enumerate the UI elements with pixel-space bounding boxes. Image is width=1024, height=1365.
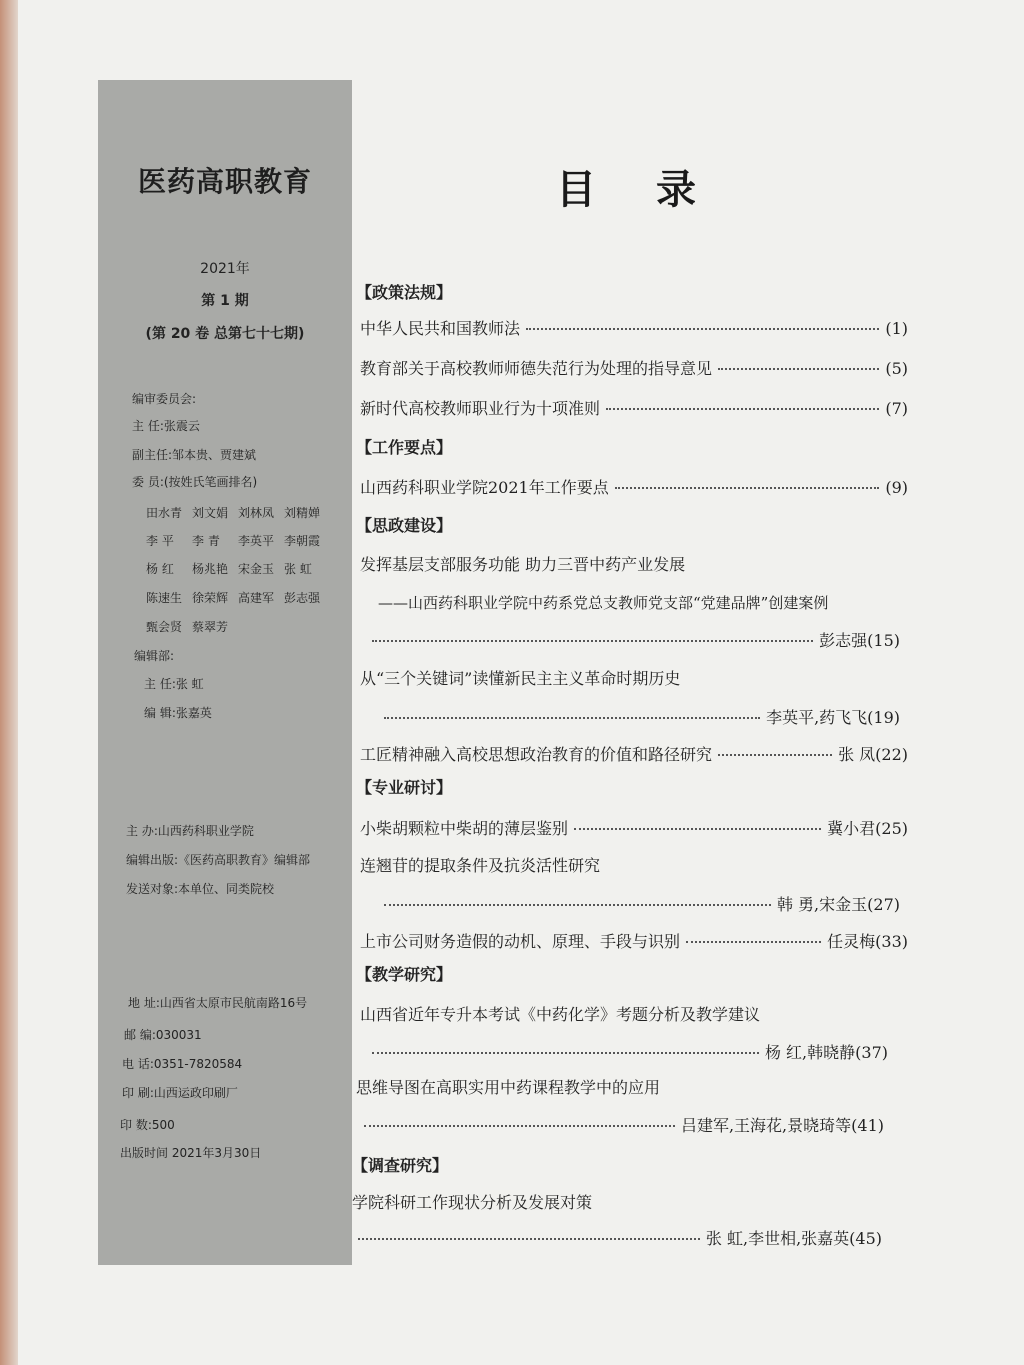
publisher-info: 编辑出版:《医药高职教育》编辑部 <box>126 853 311 867</box>
member-name: 甄会贤 <box>146 620 183 634</box>
member-name: 宋金玉 <box>238 562 275 576</box>
toc-entry <box>360 396 908 419</box>
leader-dots <box>384 904 771 906</box>
leader-dots <box>686 941 821 943</box>
member-name: 李英平 <box>238 534 275 548</box>
leader-dots <box>718 368 879 370</box>
editorial-label: 编辑部: <box>134 649 175 663</box>
section-heading-survey: 【调查研究】 <box>352 1156 449 1175</box>
member-name: 徐荣辉 <box>192 591 229 605</box>
member-name: 高建军 <box>238 591 275 605</box>
toc-entry-page: 吕建军,王海花,景晓琦等(41) <box>680 1116 884 1135</box>
issue-volume: (第 20 卷 总第七十七期) <box>145 326 305 342</box>
leader-dots <box>615 487 880 489</box>
member-name: 蔡翠芳 <box>192 620 229 634</box>
toc-entry-page: 张 凤(22) <box>838 745 908 764</box>
toc-entry-subtitle: ——山西药科职业学院中药系党总支教师党支部“党建品牌”创建案例 <box>378 594 829 612</box>
committee-director: 主 任:张震云 <box>132 419 200 433</box>
print-count-info: 印 数:500 <box>120 1118 175 1132</box>
leader-dots <box>526 328 879 330</box>
toc-entry-page: 冀小君(25) <box>827 819 908 838</box>
member-row <box>146 618 238 635</box>
member-row <box>146 532 330 549</box>
toc-entry-title: 小柴胡颗粒中柴胡的薄层鉴别 <box>360 819 569 838</box>
member-row <box>146 560 330 577</box>
toc-entry-page: 李英平,药飞飞(19) <box>766 708 900 727</box>
member-name: 彭志强 <box>284 591 321 605</box>
committee-members-label: 委 员:(按姓氏笔画排名) <box>132 475 258 489</box>
toc-entry <box>360 816 908 839</box>
toc-title: 目录 <box>556 166 756 213</box>
toc-entry-title: 连翘苷的提取条件及抗炎活性研究 <box>360 856 601 875</box>
address-info: 地 址:山西省太原市民航南路16号 <box>128 996 308 1010</box>
toc-entry-title: 教育部关于高校教师师德失范行为处理的指导意见 <box>360 359 713 378</box>
toc-entry <box>384 705 900 728</box>
page-edge <box>0 0 18 1365</box>
member-name: 杨 红 <box>146 562 174 576</box>
toc-entry-title: 工匠精神融入高校思想政治教育的价值和路径研究 <box>360 745 713 764</box>
leader-dots <box>372 1052 759 1054</box>
toc-entry-page: (9) <box>885 478 908 497</box>
toc-entry <box>384 892 900 915</box>
toc-entry-page: (5) <box>885 359 908 378</box>
toc-entry-title: 从“三个关键词”读懂新民主主义革命时期历史 <box>360 669 681 688</box>
member-name: 陈速生 <box>146 591 183 605</box>
toc-entry-title: 山西省近年专升本考试《中药化学》考题分析及教学建议 <box>360 1005 761 1024</box>
member-name: 刘林凤 <box>238 506 275 520</box>
editorial-director: 主 任:张 虹 <box>144 677 204 691</box>
toc-entry <box>360 316 908 339</box>
toc-entry-title: 新时代高校教师职业行为十项准则 <box>360 399 601 418</box>
toc-entry-page: 任灵梅(33) <box>827 932 908 951</box>
toc-entry-page: 韩 勇,宋金玉(27) <box>776 895 900 914</box>
editor: 编 辑:张嘉英 <box>144 706 212 720</box>
member-name: 田水青 <box>146 506 183 520</box>
section-heading-ideological: 【思政建设】 <box>356 516 453 535</box>
toc-entry <box>358 1226 882 1249</box>
toc-entry-page: (1) <box>885 319 908 338</box>
postcode-info: 邮 编:030031 <box>124 1028 202 1042</box>
leader-dots <box>718 754 832 756</box>
member-row <box>146 504 330 521</box>
leader-dots <box>372 640 813 642</box>
toc-entry <box>372 1040 888 1063</box>
committee-vice-director: 副主任:邹本贵、贾建斌 <box>132 448 257 462</box>
issue-year: 2021年 <box>200 261 250 277</box>
toc-entry <box>360 742 908 765</box>
toc-entry-title: 山西药科职业学院2021年工作要点 <box>360 478 609 497</box>
member-row <box>146 589 330 606</box>
toc-entry-page: 杨 红,韩晓静(37) <box>764 1043 888 1062</box>
distribution-info: 发送对象:本单位、同类院校 <box>126 882 275 896</box>
member-name: 刘文娟 <box>192 506 229 520</box>
toc-entry <box>364 1113 884 1136</box>
member-name: 刘精婵 <box>284 506 321 520</box>
toc-entry <box>360 929 908 952</box>
section-heading-professional: 【专业研讨】 <box>356 778 453 797</box>
toc-entry-page: (7) <box>885 399 908 418</box>
toc-entry-title: 发挥基层支部服务功能 助力三晋中药产业发展 <box>360 555 686 574</box>
toc-entry-title: 上市公司财务造假的动机、原理、手段与识别 <box>360 932 681 951</box>
section-heading-policy: 【政策法规】 <box>356 283 453 302</box>
leader-dots <box>384 717 760 719</box>
toc-entry-page: 张 虹,李世相,张嘉英(45) <box>705 1229 882 1248</box>
toc-entry-title: 中华人民共和国教师法 <box>360 319 521 338</box>
member-name: 李 青 <box>192 534 220 548</box>
toc-entry <box>360 356 908 379</box>
leader-dots <box>574 828 821 830</box>
toc-entry <box>360 475 908 498</box>
toc-entry <box>372 628 900 651</box>
issue-number: 第 1 期 <box>201 293 249 309</box>
publication-date: 出版时间 2021年3月30日 <box>120 1146 262 1160</box>
leader-dots <box>364 1125 675 1127</box>
toc-entry-page: 彭志强(15) <box>819 631 900 650</box>
committee-label: 编审委员会: <box>132 392 197 406</box>
member-name: 杨兆艳 <box>192 562 229 576</box>
toc-entry-title: 思维导图在高职实用中药课程教学中的应用 <box>356 1078 661 1097</box>
phone-info: 电 话:0351-7820584 <box>122 1057 243 1071</box>
leader-dots <box>358 1238 700 1240</box>
host-info: 主 办:山西药科职业学院 <box>126 824 254 838</box>
member-name: 张 虹 <box>284 562 312 576</box>
toc-entry-title: 学院科研工作现状分析及发展对策 <box>352 1193 593 1212</box>
member-name: 李朝霞 <box>284 534 321 548</box>
journal-title: 医药高职教育 <box>137 165 312 198</box>
member-name: 李 平 <box>146 534 174 548</box>
leader-dots <box>606 408 879 410</box>
masthead-sidebar <box>98 80 352 1265</box>
section-heading-work-points: 【工作要点】 <box>356 438 453 457</box>
section-heading-teaching: 【教学研究】 <box>356 965 453 984</box>
printer-info: 印 刷:山西运政印刷厂 <box>122 1086 238 1100</box>
